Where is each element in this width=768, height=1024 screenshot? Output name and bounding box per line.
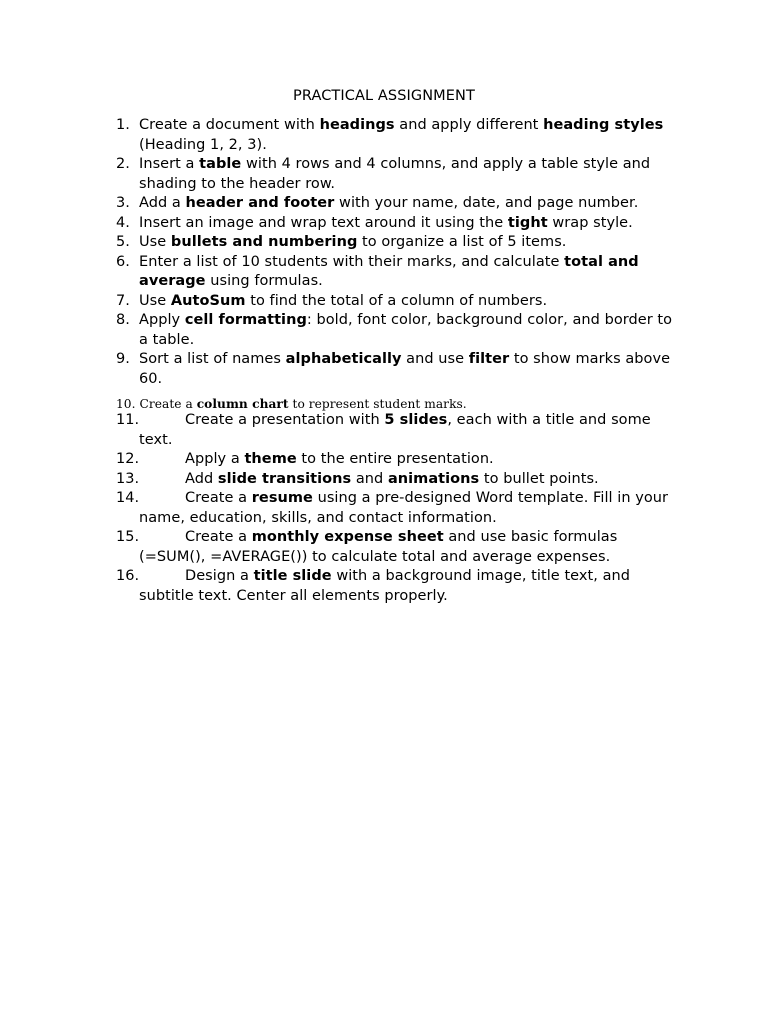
bold-text: table — [199, 156, 242, 172]
list-item — [116, 116, 676, 155]
item-text: to represent student marks. — [288, 397, 467, 411]
item-text: to find the total of a column of numbers. — [245, 292, 548, 309]
bold-text: bullets and numbering — [170, 234, 358, 250]
item-text: and use — [401, 351, 469, 367]
list-item — [116, 567, 676, 606]
item-text: wrap style. — [547, 214, 633, 231]
item-text: and use basic formulas (=SUM(), =AVERAGE()) to calculate total and average expenses. — [139, 529, 618, 565]
list-item — [116, 253, 676, 292]
item-text: Design a — [185, 568, 254, 584]
item-text: Create a — [185, 529, 252, 545]
bold-text: theme — [244, 451, 297, 467]
item-text: Create a — [185, 490, 252, 506]
bold-text: cell formatting — [184, 312, 307, 328]
item-text: : bold, font color, background color, and border to a table. — [139, 312, 673, 348]
list-item-number: 15. — [116, 529, 140, 545]
list-item-number: 13. — [116, 470, 140, 487]
list-item-number: 3. — [116, 195, 130, 211]
bold-text: headings — [319, 117, 395, 133]
item-text: Enter a list of 10 students with their marks, and calculate — [139, 253, 565, 270]
item-text: Create a document with — [139, 117, 320, 133]
item-text: and apply different — [394, 117, 544, 133]
item-text: with a background image, title text, and subtitle text. Center all elements properly. — [139, 568, 631, 604]
item-text: to organize a list of 5 items. — [357, 234, 567, 250]
item-text: Insert an image and wrap text around it using the — [139, 214, 508, 231]
list-item — [116, 194, 676, 214]
list-item-number: 6. — [116, 253, 130, 270]
list-item-number: 9. — [116, 351, 130, 367]
item-text: and — [351, 470, 388, 487]
list-item — [116, 528, 676, 567]
assignment-list — [116, 116, 676, 606]
list-item — [116, 233, 676, 253]
item-text: Add — [185, 470, 218, 487]
list-item-number: 1. — [116, 117, 130, 133]
list-item-number: 16. — [116, 568, 140, 584]
bold-text: animations — [387, 470, 480, 487]
item-text: to show marks above 60. — [139, 351, 671, 387]
list-item-number: 5. — [116, 234, 130, 250]
item-text: with 4 rows and 4 columns, and apply a table style and shading to the header row. — [139, 156, 651, 192]
item-text: Insert a — [139, 156, 200, 172]
list-item-number: 2. — [116, 156, 130, 172]
list-item — [116, 292, 676, 312]
item-text: using a pre-designed Word template. Fill in your name, education, skills, and contact information. — [139, 490, 669, 526]
bold-text: resume — [251, 490, 313, 506]
item-text: Create a — [139, 397, 197, 411]
bold-text: filter — [468, 351, 510, 367]
item-text: Use — [139, 234, 171, 250]
item-text: Add a — [139, 195, 186, 211]
list-item-number: 8. — [116, 312, 130, 328]
bold-text: 5 slides — [384, 412, 448, 428]
bold-text: title slide — [253, 568, 332, 584]
list-item-number: 11. — [116, 412, 140, 428]
bold-text: tight — [507, 214, 548, 231]
page-title: PRACTICAL ASSIGNMENT — [293, 88, 475, 104]
bold-text: heading styles — [543, 117, 664, 133]
bold-text: alphabetically — [285, 351, 402, 367]
bold-text: header and footer — [185, 195, 335, 211]
item-text: Create a presentation with — [185, 412, 385, 428]
item-text: (Heading 1, 2, 3). — [139, 136, 267, 153]
list-item-number: 7. — [116, 292, 130, 309]
item-text: Apply — [139, 312, 185, 328]
list-item-number: 4. — [116, 214, 130, 231]
item-text: Use — [139, 292, 171, 309]
item-text: to bullet points. — [479, 470, 599, 487]
item-text: with your name, date, and page number. — [334, 195, 639, 211]
list-item — [116, 489, 676, 528]
list-item-number: 14. — [116, 490, 140, 506]
list-item — [116, 470, 676, 490]
bold-text: column chart — [196, 397, 289, 411]
list-item — [116, 155, 676, 194]
item-text: Sort a list of names — [139, 351, 286, 367]
list-item-number: 12. — [116, 451, 140, 467]
item-text: Apply a — [185, 451, 245, 467]
bold-text: AutoSum — [170, 292, 246, 309]
item-text: to the entire presentation. — [296, 451, 494, 467]
item-text: , each with a title and some text. — [139, 412, 651, 448]
list-item — [116, 214, 676, 234]
list-item — [116, 350, 676, 389]
bold-text: slide transitions — [217, 470, 352, 487]
list-item-number: 10. — [116, 397, 136, 411]
item-text: using formulas. — [205, 273, 323, 289]
list-item — [116, 311, 676, 350]
list-item — [116, 411, 676, 450]
list-item — [116, 450, 676, 470]
bold-text: total and average — [139, 253, 639, 289]
bold-text: monthly expense sheet — [251, 529, 444, 545]
